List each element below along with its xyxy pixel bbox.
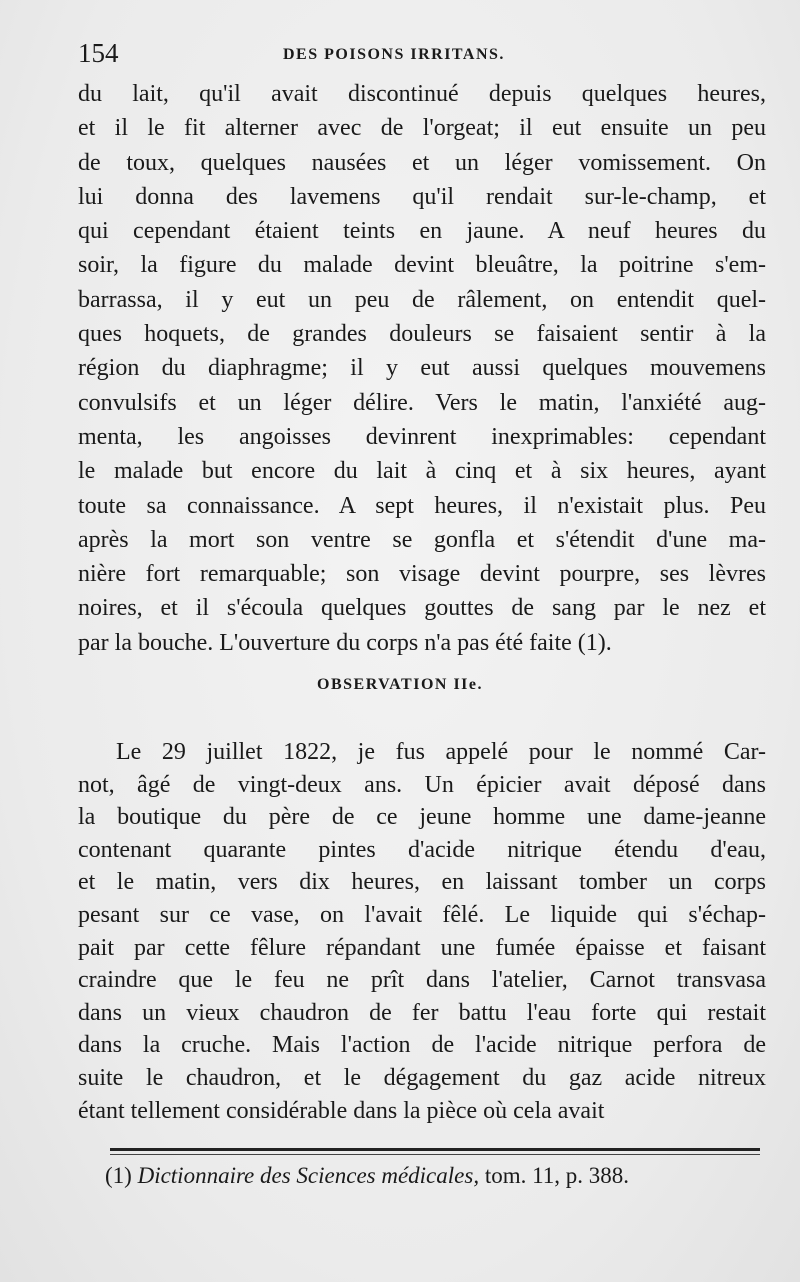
section-heading: OBSERVATION IIe. [317,676,483,693]
text-line: après la mort son ventre se gonfla et s'étendit d'une ma- [78,526,766,553]
text-line: lui donna des lavemens qu'il rendait sur-le-champ, et [78,183,766,210]
text-line: toute sa connaissance. A sept heures, il n'existait plus. Peu [78,492,766,519]
text-line: ques hoquets, de grandes douleurs se faisaient sentir à la [78,321,766,348]
text-line: pesant sur ce vase, on l'avait fêlé. Le liquide qui s'échap- [78,901,766,928]
text-line: région du diaphragme; il y eut aussi quelques mouvemens [78,355,766,382]
page-number: 154 [78,38,119,68]
text-line: par la bouche. L'ouverture du corps n'a pas été faite (1). [78,629,612,656]
paragraph-continued [78,77,766,660]
running-head: DES POISONS IRRITANS. [283,46,505,63]
text-line: convulsifs et un léger délire. Vers le matin, l'anxiété aug- [78,389,766,416]
text-line: nière fort remarquable; son visage devint pourpre, ses lèvres [78,561,766,588]
footnote-rule [110,1148,760,1151]
footnote-marker: (1) [105,1163,132,1188]
text-line: not, âgé de vingt-deux ans. Un épicier avait déposé dans [78,771,766,798]
text-line: Le 29 juillet 1822, je fus appelé pour le nommé Car- [116,739,766,765]
text-line: du lait, qu'il avait discontinué depuis quelques heures, [78,81,766,107]
page-header [78,38,758,78]
text-line: la boutique du père de ce jeune homme une dame-jeanne [78,804,766,831]
text-line: étant tellement considérable dans la pièce où cela avait [78,1097,605,1124]
text-line: soir, la figure du malade devint bleuâtre, la poitrine s'em- [78,252,766,279]
paragraph-observation [78,736,766,1127]
footnote [105,1163,755,1189]
text-line: qui cependant étaient teints en jaune. A neuf heures du [78,218,766,245]
text-line: barrassa, il y eut un peu de râlement, on entendit quel- [78,286,766,313]
text-line: noires, et il s'écoula quelques gouttes de sang par le nez et [78,595,766,622]
text-line: menta, les angoisses devinrent inexprimables: cependant [78,423,766,450]
text-line: et le matin, vers dix heures, en laissant tomber un corps [78,869,766,896]
text-line: le malade but encore du lait à cinq et à six heures, ayant [78,458,766,485]
footnote-title: Dictionnaire des Sciences médicales, [137,1163,480,1188]
footnote-rule-thin [110,1154,760,1155]
text-line: pait par cette fêlure répandant une fumée épaisse et faisant [78,934,766,961]
text-line: craindre que le feu ne prît dans l'atelier, Carnot transvasa [78,967,766,994]
text-line: de toux, quelques nausées et un léger vomissement. On [78,149,766,176]
text-line: dans la cruche. Mais l'action de l'acide nitrique perfora de [78,1032,766,1059]
text-line: et il le fit alterner avec de l'orgeat; il eut ensuite un peu [78,115,766,142]
footnote-ref: tom. 11, p. 388. [484,1163,630,1188]
text-line: dans un vieux chaudron de fer battu l'eau forte qui restait [78,999,766,1026]
text-line: contenant quarante pintes d'acide nitrique étendu d'eau, [78,836,766,863]
text-line: suite le chaudron, et le dégagement du gaz acide nitreux [78,1064,766,1091]
